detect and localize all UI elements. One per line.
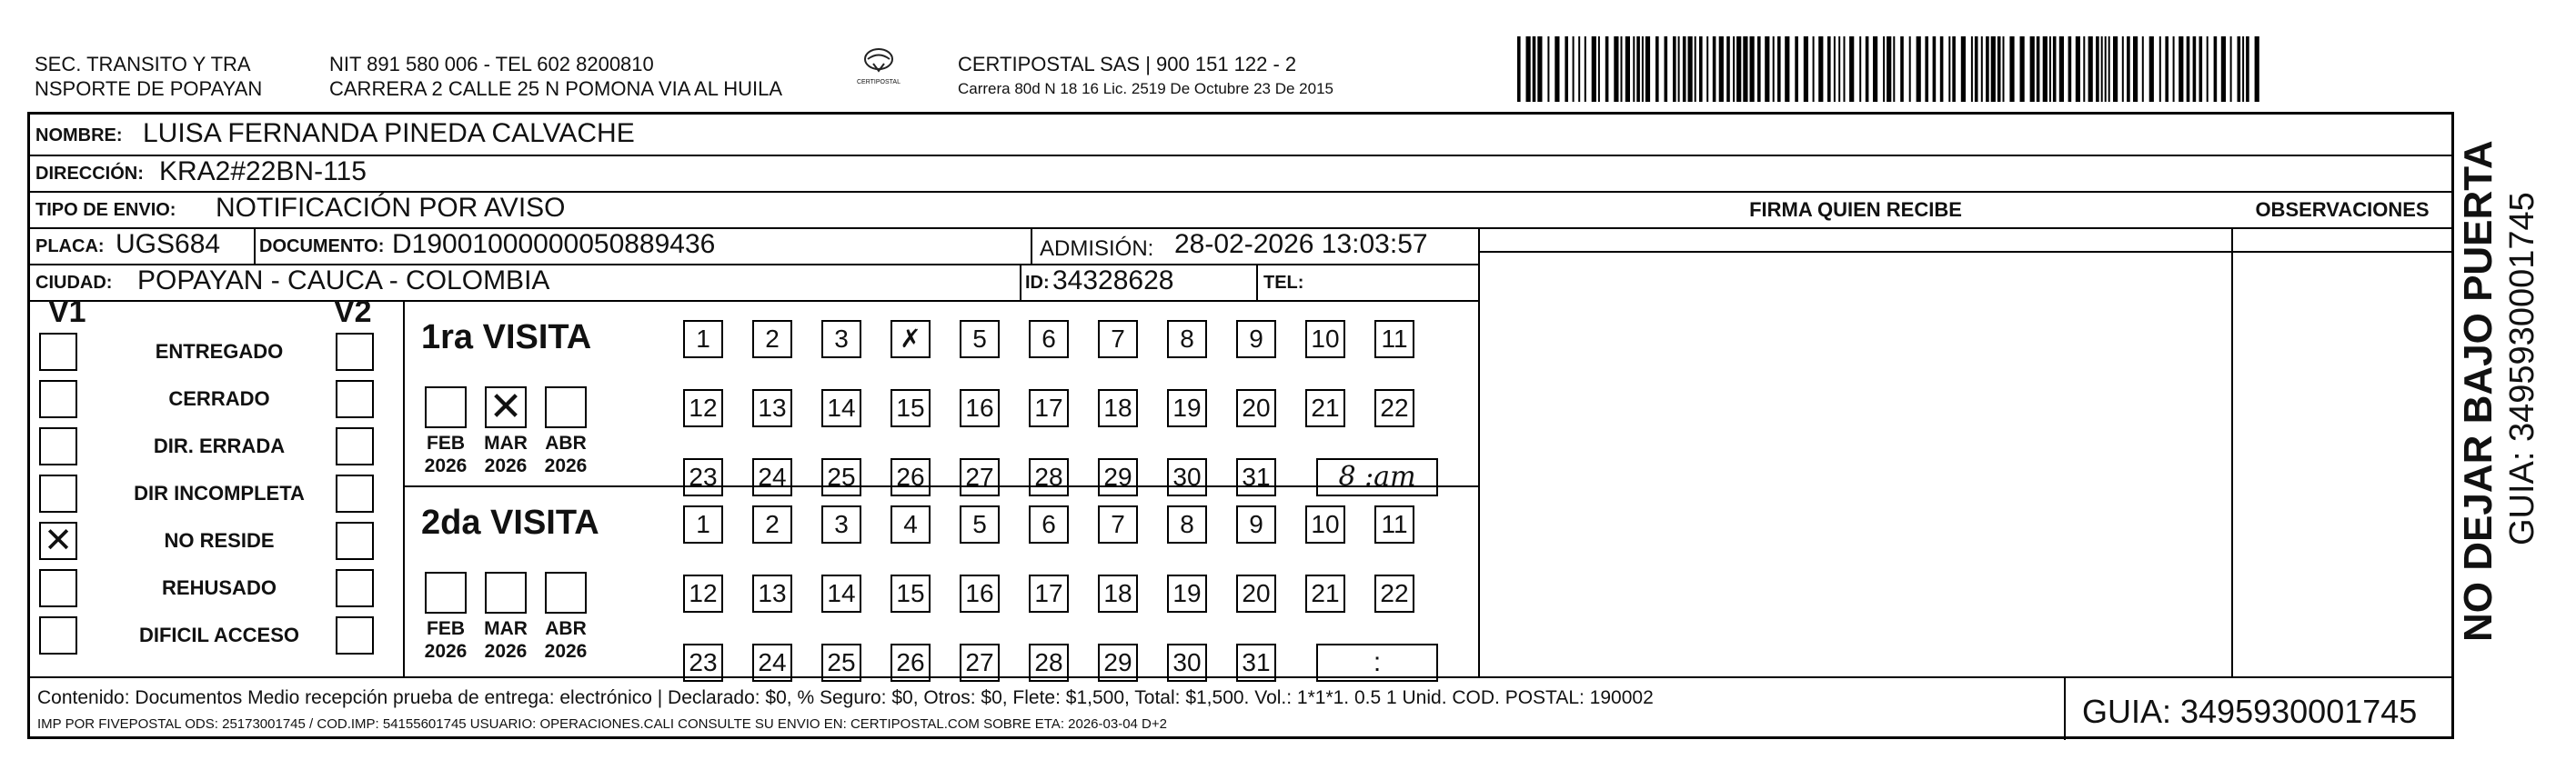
barcode-bar	[2173, 36, 2175, 102]
barcode-bar	[1961, 36, 1966, 102]
documento-label: DOCUMENTO:	[259, 236, 385, 256]
logo-text: CERTIPOSTAL	[857, 79, 901, 85]
month-checkbox[interactable]	[425, 386, 467, 428]
day-cell[interactable]: 10	[1305, 320, 1345, 358]
barcode-bar	[2122, 36, 2124, 102]
v2-label: V2	[334, 295, 372, 329]
v1-checkbox[interactable]	[39, 380, 77, 418]
courier-line1: CERTIPOSTAL SAS | 900 151 122 - 2	[958, 53, 1297, 75]
barcode-bar	[1547, 36, 1549, 102]
day-cell[interactable]: 1	[683, 320, 723, 358]
month-check-mark	[547, 388, 585, 426]
barcode-bar	[2159, 36, 2161, 102]
reason-label: REHUSADO	[162, 576, 277, 599]
barcode-bar	[1849, 36, 1854, 102]
barcode-bar	[1757, 36, 1761, 102]
barcode-bar	[1683, 36, 1686, 102]
day-cell[interactable]: 18	[1098, 575, 1138, 613]
reason-label: DIR INCOMPLETA	[134, 482, 305, 505]
barcode-bar	[2096, 36, 2099, 102]
footer-content: Contenido: Documentos Medio recepción prueba de entrega: electrónico | Declarado: $0, % Seguro: $0, Otros: $0, Flete: $1,500, Total: $1,500. Vol.: 1*1*1. 0.5 1 Unid. COD. POSTAL: 190002	[37, 687, 1654, 708]
v2-checkbox[interactable]	[336, 380, 374, 418]
barcode-bar	[2149, 36, 2154, 102]
nombre-label: NOMBRE:	[35, 125, 123, 145]
barcode-bar	[1765, 36, 1769, 102]
barcode-bar	[2053, 36, 2057, 102]
month-label: MAR 2026	[484, 618, 528, 662]
barcode-bar	[1844, 36, 1846, 102]
reason-label: DIFICIL ACCESO	[138, 624, 299, 646]
firma-label: FIRMA QUIEN RECIBE	[1749, 198, 1962, 221]
month-checkbox[interactable]	[425, 572, 467, 614]
barcode-bar	[1706, 36, 1708, 102]
barcode-bar	[2113, 36, 2118, 102]
sender-name-line1: SEC. TRANSITO Y TRA	[35, 53, 251, 75]
v1-checkbox[interactable]	[39, 616, 77, 655]
reason-label: ENTREGADO	[155, 340, 284, 363]
v2-check-mark	[337, 618, 372, 653]
day-cell[interactable]: 9	[1236, 505, 1276, 544]
day-cell[interactable]: 27	[960, 458, 1000, 496]
day-cell[interactable]: 5	[960, 320, 1000, 358]
barcode-bar	[1614, 36, 1618, 102]
side-warning: NO DEJAR BAJO PUERTA	[2456, 140, 2501, 642]
v2-check-mark	[337, 571, 372, 605]
barcode-bar	[2108, 36, 2110, 102]
v2-checkbox[interactable]	[336, 616, 374, 655]
barcode-bar	[1827, 36, 1831, 102]
barcode-bar	[1645, 36, 1650, 102]
day-cell[interactable]: 2	[752, 505, 792, 544]
admision-value: 28-02-2026 13:03:57	[1174, 229, 1428, 259]
day-cell[interactable]: 18	[1098, 389, 1138, 427]
month-label: FEB 2026	[424, 618, 468, 662]
v2-checkbox[interactable]	[336, 569, 374, 607]
sender-nit-phone: NIT 891 580 006 - TEL 602 8200810	[329, 53, 654, 75]
v1-checkbox[interactable]	[39, 333, 77, 371]
day-cell[interactable]: 22	[1374, 575, 1414, 613]
barcode-bar	[1933, 36, 1937, 102]
barcode-bar	[2193, 36, 2197, 102]
ciudad-value: POPAYAN - CAUCA - COLOMBIA	[137, 265, 550, 295]
barcode-bar	[1555, 36, 1559, 102]
documento-value: D19001000000050889436	[392, 229, 716, 259]
barcode-bar	[1909, 36, 1911, 102]
barcode-bar	[1726, 36, 1730, 102]
placa-value: UGS684	[116, 229, 221, 259]
day-cell[interactable]: 15	[891, 389, 931, 427]
day-cell[interactable]: 11	[1374, 320, 1414, 358]
barcode-bar	[1655, 36, 1659, 102]
barcode-bar	[2020, 36, 2025, 102]
barcode-bar	[1642, 36, 1644, 102]
day-cell[interactable]: 12	[683, 389, 723, 427]
sender-address: CARRERA 2 CALLE 25 N POMONA VIA AL HUILA	[329, 77, 783, 100]
day-cell[interactable]: 8	[1167, 505, 1207, 544]
barcode-bar	[1900, 36, 1904, 102]
month-check-mark	[487, 574, 525, 612]
day-cell[interactable]: 26	[891, 644, 931, 682]
direccion-value: KRA2#22BN-115	[159, 156, 367, 186]
v1-check-mark	[41, 618, 75, 653]
day-cell[interactable]: 2	[752, 320, 792, 358]
month-label: ABR 2026	[544, 433, 588, 476]
tipo-envio-label: TIPO DE ENVIO:	[35, 200, 176, 220]
day-cell[interactable]: 30	[1167, 458, 1207, 496]
barcode-bar	[2187, 36, 2190, 102]
barcode-bar	[2088, 36, 2093, 102]
barcode-bar	[1777, 36, 1781, 102]
day-cell[interactable]: 20	[1236, 575, 1276, 613]
barcode-bar	[2003, 36, 2005, 102]
month-label: ABR 2026	[544, 618, 588, 662]
barcode-bar	[2199, 36, 2203, 102]
v1-label: V1	[48, 295, 86, 329]
month-check-mark	[427, 388, 465, 426]
ciudad-label: CIUDAD:	[35, 273, 113, 293]
barcode	[1517, 36, 2263, 102]
barcode-bar	[1636, 36, 1640, 102]
v1-checkbox[interactable]	[39, 522, 77, 560]
nombre-value: LUISA FERNANDA PINEDA CALVACHE	[143, 118, 635, 148]
barcode-bar	[2246, 36, 2249, 102]
barcode-bar	[1743, 36, 1747, 102]
v1-checkbox[interactable]	[39, 475, 77, 513]
day-cell[interactable]: 7	[1098, 505, 1138, 544]
barcode-bar	[1665, 36, 1668, 102]
barcode-bar	[2059, 36, 2064, 102]
day-cell[interactable]: 26	[891, 458, 931, 496]
day-cell[interactable]: 21	[1305, 575, 1345, 613]
barcode-bar	[1917, 36, 1921, 102]
barcode-bar	[1573, 36, 1575, 102]
barcode-bar	[1813, 36, 1815, 102]
day-cell[interactable]: 3	[821, 320, 861, 358]
day-cell[interactable]: 12	[683, 575, 723, 613]
barcode-bar	[2165, 36, 2168, 102]
admision-label: ADMISIÓN:	[1040, 236, 1154, 261]
barcode-bar	[1986, 36, 1989, 102]
barcode-bar	[1795, 36, 1798, 102]
barcode-bar	[2043, 36, 2048, 102]
barcode-bar	[2076, 36, 2080, 102]
v1-check-mark	[41, 335, 75, 369]
visit-title: 2da VISITA	[421, 504, 599, 542]
barcode-bar	[1866, 36, 1869, 102]
day-cell[interactable]: 23	[683, 644, 723, 682]
day-cell[interactable]: 6	[1029, 505, 1069, 544]
day-cell[interactable]: 17	[1029, 575, 1069, 613]
id-value: 34328628	[1052, 265, 1174, 295]
courier-logo	[837, 47, 921, 98]
day-cell[interactable]: 13	[752, 575, 792, 613]
v1-checkbox[interactable]	[39, 569, 77, 607]
barcode-bar	[1785, 36, 1789, 102]
barcode-bar	[1804, 36, 1808, 102]
day-cell[interactable]: 17	[1029, 389, 1069, 427]
month-check-mark: ✕	[488, 385, 523, 429]
day-cell[interactable]: 10	[1305, 505, 1345, 544]
barcode-bar	[1859, 36, 1861, 102]
courier-line2: Carrera 80d N 18 16 Lic. 2519 De Octubre 23 De 2015	[958, 80, 1333, 97]
barcode-bar	[1537, 36, 1542, 102]
day-cell[interactable]: 24	[752, 458, 792, 496]
barcode-bar	[2238, 36, 2241, 102]
day-cell[interactable]: 16	[960, 575, 1000, 613]
barcode-bar	[2179, 36, 2183, 102]
v2-checkbox[interactable]	[336, 475, 374, 513]
barcode-bar	[2221, 36, 2226, 102]
day-cell[interactable]: 28	[1029, 458, 1069, 496]
v2-check-mark	[337, 524, 372, 558]
barcode-bar	[1818, 36, 1823, 102]
tipo-envio-value: NOTIFICACIÓN POR AVISO	[216, 193, 566, 223]
barcode-bar	[2068, 36, 2072, 102]
barcode-bar	[2009, 36, 2014, 102]
reason-label: DIR. ERRADA	[153, 435, 286, 457]
reason-label: CERRADO	[168, 387, 270, 410]
v2-check-mark	[337, 382, 372, 416]
barcode-bar	[1565, 36, 1568, 102]
v2-check-mark	[337, 429, 372, 464]
day-cell[interactable]: 22	[1374, 389, 1414, 427]
reason-label: NO RESIDE	[164, 529, 275, 552]
month-checkbox[interactable]	[545, 386, 587, 428]
month-label: MAR 2026	[484, 433, 528, 476]
day-cell[interactable]: 28	[1029, 644, 1069, 682]
barcode-bar	[1678, 36, 1680, 102]
barcode-bar	[1971, 36, 1973, 102]
day-cell[interactable]: ✗	[891, 320, 931, 358]
barcode-bar	[1592, 36, 1596, 102]
courier-info	[958, 52, 1333, 101]
barcode-bar	[1997, 36, 2001, 102]
barcode-bar	[1940, 36, 1944, 102]
barcode-bar	[2230, 36, 2232, 102]
barcode-bar	[1948, 36, 1950, 102]
time-box[interactable]: :	[1316, 644, 1438, 682]
barcode-bar	[2142, 36, 2144, 102]
barcode-bar	[2083, 36, 2085, 102]
barcode-bar	[2255, 36, 2259, 102]
day-cell[interactable]: 3	[821, 505, 861, 544]
barcode-bar	[2242, 36, 2244, 102]
side-guia: GUIA: 3495930001745	[2503, 192, 2541, 545]
v1-check-mark	[41, 429, 75, 464]
day-cell[interactable]: 21	[1305, 389, 1345, 427]
barcode-bar	[1838, 36, 1840, 102]
v1-check-mark	[41, 476, 75, 511]
id-label: ID:	[1025, 273, 1050, 293]
day-cell[interactable]: 9	[1236, 320, 1276, 358]
barcode-bar	[1625, 36, 1630, 102]
observaciones-label: OBSERVACIONES	[2255, 198, 2430, 221]
barcode-bar	[1578, 36, 1580, 102]
barcode-bar	[1633, 36, 1635, 102]
footer-print-info: IMP POR FIVEPOSTAL ODS: 25173001745 / COD.IMP: 54155601745 USUARIO: OPERACIONES.CALI CONSULTE SU ENVIO EN: CERTIPOSTAL.COM SOBRE ETA: 2026-03-04 D+2	[37, 716, 1167, 732]
v2-checkbox[interactable]	[336, 427, 374, 465]
barcode-bar	[1991, 36, 1996, 102]
v2-check-mark	[337, 335, 372, 369]
barcode-bar	[1975, 36, 1978, 102]
barcode-bar	[1526, 36, 1531, 102]
barcode-bar	[1736, 36, 1741, 102]
barcode-bar	[1883, 36, 1885, 102]
day-cell[interactable]: 13	[752, 389, 792, 427]
barcode-bar	[1750, 36, 1755, 102]
visit-title: 1ra VISITA	[421, 318, 592, 356]
day-cell[interactable]: 30	[1167, 644, 1207, 682]
day-cell[interactable]: 14	[821, 389, 861, 427]
month-checkbox[interactable]	[485, 386, 527, 428]
barcode-bar	[2214, 36, 2218, 102]
month-checkbox[interactable]	[485, 572, 527, 614]
sender-name	[35, 52, 262, 101]
day-cell[interactable]: 29	[1098, 458, 1138, 496]
day-cell[interactable]: 19	[1167, 575, 1207, 613]
barcode-bar	[2105, 36, 2107, 102]
day-cell[interactable]: 5	[960, 505, 1000, 544]
day-cell[interactable]: 8	[1167, 320, 1207, 358]
barcode-bar	[1773, 36, 1775, 102]
sender-name-line2: NSPORTE DE POPAYAN	[35, 77, 263, 100]
v2-check-mark	[337, 476, 372, 511]
barcode-bar	[1598, 36, 1600, 102]
day-cell[interactable]: 16	[960, 389, 1000, 427]
v1-check-mark	[41, 571, 75, 605]
barcode-bar	[1952, 36, 1956, 102]
direccion-label: DIRECCIÓN:	[35, 164, 144, 184]
month-check-mark	[427, 574, 465, 612]
day-cell[interactable]: 27	[960, 644, 1000, 682]
v1-check-mark: ✕	[44, 522, 73, 560]
v2-checkbox[interactable]	[336, 333, 374, 371]
barcode-bar	[1688, 36, 1693, 102]
barcode-bar	[1621, 36, 1623, 102]
barcode-bar	[2037, 36, 2040, 102]
time-box[interactable]: 8 :am	[1316, 458, 1438, 496]
barcode-bar	[1517, 36, 1521, 102]
sender-info	[329, 52, 782, 101]
placa-label: PLACA:	[35, 236, 105, 256]
day-cell[interactable]: 31	[1236, 458, 1276, 496]
barcode-bar	[1713, 36, 1716, 102]
day-cell[interactable]: 31	[1236, 644, 1276, 682]
barcode-bar	[1925, 36, 1928, 102]
month-label: FEB 2026	[424, 433, 468, 476]
day-cell[interactable]: 29	[1098, 644, 1138, 682]
day-cell[interactable]: 20	[1236, 389, 1276, 427]
barcode-bar	[1873, 36, 1877, 102]
day-cell[interactable]: 24	[752, 644, 792, 682]
day-cell[interactable]: 15	[891, 575, 931, 613]
tel-label: TEL:	[1263, 273, 1304, 293]
barcode-bar	[2207, 36, 2209, 102]
logo-icon	[860, 47, 897, 75]
barcode-bar	[2030, 36, 2035, 102]
month-check-mark	[547, 574, 585, 612]
barcode-bar	[1699, 36, 1703, 102]
day-cell[interactable]: 23	[683, 458, 723, 496]
barcode-bar	[2127, 36, 2130, 102]
barcode-bar	[1733, 36, 1735, 102]
barcode-bar	[1893, 36, 1895, 102]
month-checkbox[interactable]	[545, 572, 587, 614]
barcode-bar	[1605, 36, 1609, 102]
barcode-bar	[1673, 36, 1676, 102]
day-cell[interactable]: 6	[1029, 320, 1069, 358]
barcode-bar	[1719, 36, 1724, 102]
day-cell[interactable]: 7	[1098, 320, 1138, 358]
day-cell[interactable]: 19	[1167, 389, 1207, 427]
barcode-bar	[1695, 36, 1696, 102]
v2-checkbox[interactable]	[336, 522, 374, 560]
day-cell[interactable]: 1	[683, 505, 723, 544]
barcode-bar	[1834, 36, 1836, 102]
day-cell[interactable]: 4	[891, 505, 931, 544]
footer-guia: GUIA: 3495930001745	[2082, 693, 2418, 730]
barcode-bar	[1981, 36, 1983, 102]
day-cell[interactable]: 14	[821, 575, 861, 613]
barcode-bar	[1533, 36, 1536, 102]
v1-checkbox[interactable]	[39, 427, 77, 465]
day-cell[interactable]: 25	[821, 644, 861, 682]
day-cell[interactable]: 11	[1374, 505, 1414, 544]
day-cell[interactable]: 25	[821, 458, 861, 496]
v1-check-mark	[41, 382, 75, 416]
delivery-form	[27, 112, 2454, 739]
barcode-bar	[1887, 36, 1891, 102]
barcode-bar	[2101, 36, 2103, 102]
barcode-bar	[2049, 36, 2051, 102]
barcode-bar	[1585, 36, 1586, 102]
barcode-bar	[2133, 36, 2138, 102]
